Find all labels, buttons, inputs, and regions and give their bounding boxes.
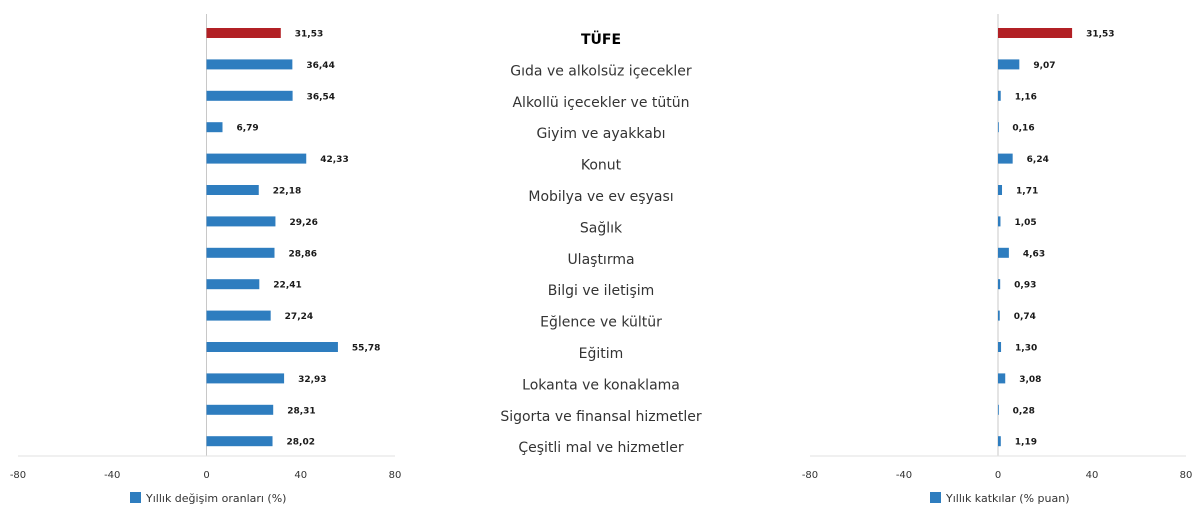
right-bar xyxy=(998,122,999,132)
left-legend-swatch xyxy=(130,492,141,503)
category-label: Sağlık xyxy=(579,220,623,237)
category-label: Bilgi ve iletişim xyxy=(547,283,655,300)
right-x-tick-label: 40 xyxy=(1085,470,1099,481)
right-bar xyxy=(998,28,1072,38)
category-label: Eğlence ve kültür xyxy=(540,314,662,331)
left-bar xyxy=(207,248,275,258)
left-bar xyxy=(207,373,285,383)
right-bar-value-label: 3,08 xyxy=(1019,374,1042,385)
left-bar xyxy=(207,91,293,101)
category-label: TÜFE xyxy=(580,32,622,48)
right-bar-value-label: 6,24 xyxy=(1026,155,1049,166)
right-x-tick-label: 0 xyxy=(994,470,1002,481)
right-bar-value-label: 0,74 xyxy=(1013,312,1036,323)
right-bar-value-label: 1,19 xyxy=(1014,437,1038,448)
left-bar-value-label: 32,93 xyxy=(298,374,327,385)
left-bar xyxy=(207,28,281,38)
category-label: Gıda ve alkolsüz içecekler xyxy=(510,63,692,80)
right-bar xyxy=(998,311,1000,321)
right-bar-value-label: 4,63 xyxy=(1022,249,1046,260)
right-bar xyxy=(998,342,1001,352)
right-bar-value-label: 0,16 xyxy=(1012,123,1035,134)
right-legend-swatch xyxy=(930,492,941,503)
left-bar xyxy=(207,122,223,132)
category-label: Sigorta ve finansal hizmetler xyxy=(500,408,702,425)
right-bar xyxy=(998,154,1013,164)
left-bar xyxy=(207,279,260,289)
right-bar-value-label: 31,53 xyxy=(1086,29,1115,40)
left-bar-value-label: 31,53 xyxy=(294,29,324,40)
right-bar-value-label: 0,93 xyxy=(1014,280,1037,291)
right-bar xyxy=(998,216,1000,226)
left-bar-value-label: 6,79 xyxy=(236,123,259,134)
right-bar-value-label: 0,28 xyxy=(1012,406,1035,417)
left-legend-label: Yıllık değişim oranları (%) xyxy=(146,492,287,505)
right-bar xyxy=(998,373,1005,383)
right-bar-value-label: 9,07 xyxy=(1033,60,1056,71)
category-label: Çeşitli mal ve hizmetler xyxy=(518,440,684,457)
left-bar-value-label: 22,41 xyxy=(273,280,302,291)
category-label: Giyim ve ayakkabı xyxy=(536,126,666,143)
left-bar-value-label: 42,33 xyxy=(320,155,349,166)
left-bar xyxy=(207,154,307,164)
left-bar-value-label: 27,24 xyxy=(284,312,314,323)
left-bar xyxy=(207,436,273,446)
category-label: Lokanta ve konaklama xyxy=(522,377,680,394)
right-bar-value-label: 1,16 xyxy=(1014,92,1037,103)
right-bar xyxy=(998,59,1019,69)
category-label: Mobilya ve ev eşyası xyxy=(528,189,674,205)
category-label: Ulaştırma xyxy=(567,251,635,268)
right-bar xyxy=(998,91,1001,101)
left-bar-value-label: 28,31 xyxy=(287,406,316,417)
left-bar-value-label: 22,18 xyxy=(272,186,302,197)
left-bar-value-label: 28,86 xyxy=(288,249,317,260)
right-bar-value-label: 1,30 xyxy=(1015,343,1038,354)
right-bar xyxy=(998,185,1002,195)
left-x-tick-label: 40 xyxy=(294,470,308,481)
right-x-tick-label: -40 xyxy=(895,470,913,481)
category-label: Konut xyxy=(580,157,622,174)
left-bar-value-label: 28,02 xyxy=(286,437,315,448)
right-legend-label: Yıllık katkılar (% puan) xyxy=(946,492,1070,505)
right-bar xyxy=(998,405,999,415)
right-bar-value-label: 1,71 xyxy=(1016,186,1039,197)
left-bar xyxy=(207,59,293,69)
left-bar-value-label: 36,54 xyxy=(306,92,336,103)
left-x-tick-label: -80 xyxy=(9,470,27,481)
left-bar xyxy=(207,216,276,226)
left-bar xyxy=(207,185,259,195)
left-x-tick-label: -40 xyxy=(104,470,121,481)
left-bar-value-label: 29,26 xyxy=(289,217,318,228)
right-bar xyxy=(998,248,1009,258)
right-bar xyxy=(998,436,1001,446)
left-x-tick-label: 0 xyxy=(203,470,210,481)
left-bar-value-label: 36,44 xyxy=(306,60,335,71)
right-x-tick-label: 80 xyxy=(1179,470,1193,481)
left-bar xyxy=(207,342,338,352)
left-bar xyxy=(207,311,271,321)
right-bar xyxy=(998,279,1000,289)
category-label: Alkollü içecekler ve tütün xyxy=(512,94,690,111)
left-bar xyxy=(207,405,274,415)
right-x-tick-label: -80 xyxy=(801,470,819,481)
left-bar-value-label: 55,78 xyxy=(351,343,381,354)
left-x-tick-label: 80 xyxy=(388,470,402,481)
right-bar-value-label: 1,05 xyxy=(1014,217,1037,228)
category-label: Eğitim xyxy=(578,346,624,362)
